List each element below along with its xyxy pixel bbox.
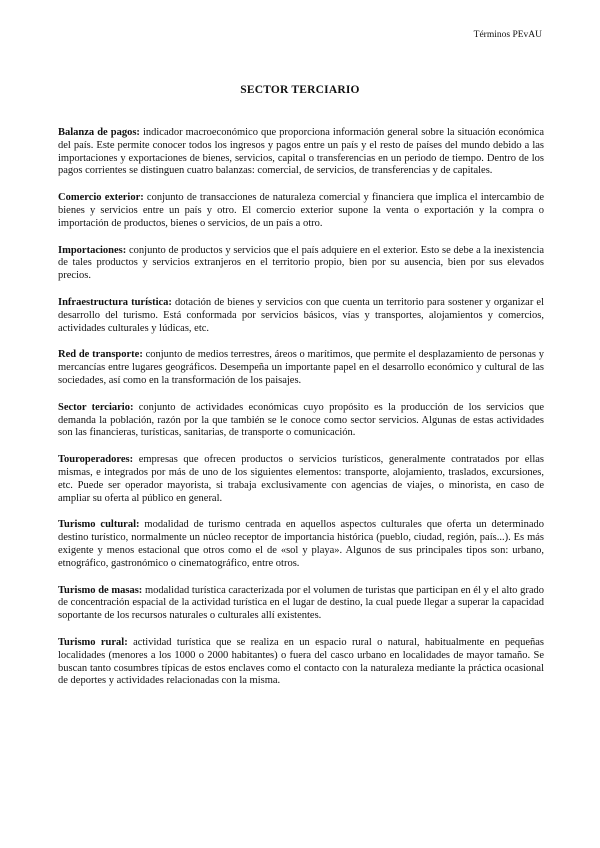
document-reference: Términos PEvAU: [473, 30, 542, 40]
glossary-body: [58, 127, 544, 702]
glossary-entry-turismo-cultural: [58, 519, 544, 570]
glossary-definition: modalidad de turismo centrada en aquellos aspectos culturales que oferta un determinado destino turístico, normalmente un núcleo receptor de importancia histórica (pueblo, ciudad, región, país...). Es más exigente y menos estacional que otros como el de «sol y playa». Algunos de sus principales tipos son: urbano, etnográfico, gastronómico o cinematográfico, entre otros.: [58, 519, 544, 569]
glossary-definition: indicador macroeconómico que proporciona información general sobre la situación económica del país. Este permite conocer todos los ingresos y pagos entre un país y el resto de países del mundo debido a las importaciones y exportaciones de bienes, servicios, capital o transferencias en un periodo de tiempo. Dentro de los pagos corrientes se distinguen cuatro balanzas: comercial, de servicios, de transferencias y de capitales.: [58, 127, 545, 177]
glossary-term: Infraestructura turística:: [58, 296, 172, 308]
glossary-definition: conjunto de actividades económicas cuyo propósito es la producción de los servicios que demanda la población, razón por la que también se le conoce como sector servicios. Algunas de estas actividades son las financieras, turísticas, sanitarias, de transporte o comunicación.: [58, 401, 544, 439]
glossary-definition: modalidad turística caracterizada por el volumen de turistas que participan en él y el alto grado de concentración espacial de la actividad turística en el lugar de destino, la cual puede llegar a superar la capacidad soportante de los recursos naturales o culturales allí existentes.: [58, 584, 544, 622]
page-title: SECTOR TERCIARIO: [240, 84, 360, 96]
glossary-term: Turismo de masas:: [58, 584, 143, 596]
glossary-entry-comercio-exterior: [58, 192, 544, 230]
glossary-entry-turismo-de-masas: [58, 585, 544, 623]
glossary-entry-red-de-transporte: [58, 349, 544, 387]
glossary-term: Touroperadores:: [58, 454, 134, 466]
glossary-term: Turismo cultural:: [58, 519, 140, 531]
glossary-entry-importaciones: [58, 245, 544, 283]
glossary-definition: empresas que ofrecen productos o servicios turísticos, generalmente contratados por ellas mismas, e integrados por más de uno de los siguientes elementos: transporte, alojamiento, traslados, excursiones, etc. Puede ser operador mayorista, si trabaja exclusivamente con agencias de viajes, o minorista, en caso de ampliar su oferta al público en general.: [58, 454, 544, 504]
glossary-term: Balanza de pagos:: [58, 127, 140, 138]
glossary-entry-sector-terciario: [58, 402, 544, 440]
glossary-definition: actividad turística que se realiza en un espacio rural o natural, habitualmente en pequeñas localidades (menores a los 1000 o 2000 habitantes) o fuera del casco urbano en localidades de mayor tamaño. Se buscan tanto cosumbres típicas de estos enclaves como el contacto con la naturaleza mediante la práctica ocasional de deportes y actividades relacionadas con la misma.: [58, 636, 544, 687]
glossary-entry-balanza-de-pagos: [58, 127, 544, 178]
glossary-definition: conjunto de transacciones de naturaleza comercial y financiera que implica el intercambio de bienes y servicios entre un país y otro. El comercio exterior supone la venta o exportación y la compra o importación de productos, bienes o servicios, de un país a otro.: [58, 192, 545, 229]
glossary-definition: conjunto de medios terrestres, áreos o marítimos, que permite el desplazamiento de personas y mercancías entre lugares geográficos. Desempeña un importante papel en el desarrollo económico y cultural de las sociedades, así como en la transformación de los paisajes.: [58, 349, 544, 386]
glossary-definition: conjunto de productos y servicios que el país adquiere en el exterior. Esto se debe a la inexistencia de tales productos y servicios extranjeros en el territorio propio, bien por su ausencia, bien por sus elevados precios.: [58, 244, 544, 282]
glossary-term: Sector terciario:: [58, 401, 134, 413]
glossary-entry-touroperadores: [58, 454, 544, 505]
glossary-term: Comercio exterior:: [58, 192, 144, 204]
glossary-term: Red de transporte:: [58, 349, 143, 361]
glossary-entry-infraestructura-turistica: [58, 297, 544, 335]
glossary-term: Turismo rural:: [58, 636, 128, 648]
glossary-definition: dotación de bienes y servicios con que cuenta un territorio para sostener y organizar el desarrollo del turismo. Está conformada por servicios básicos, vías y transportes, alojamientos y comercios, actividades culturales y lúdicas, etc.: [58, 296, 544, 334]
glossary-term: Importaciones:: [58, 244, 127, 256]
glossary-entry-turismo-rural: [58, 637, 544, 688]
